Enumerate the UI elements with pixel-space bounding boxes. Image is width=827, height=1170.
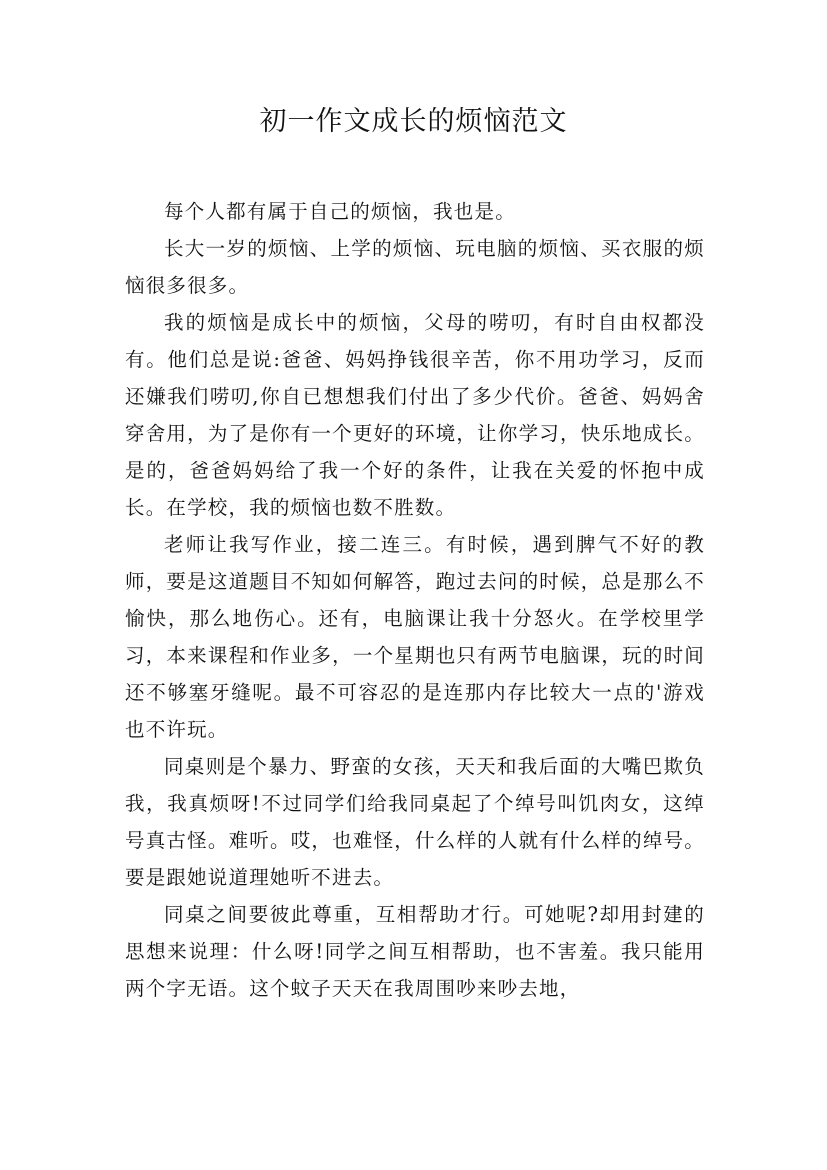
document-body (125, 193, 705, 1007)
paragraph: 同桌之间要彼此尊重，互相帮助才行。可她呢?却用封建的思想来说理：什么呀!同学之间互相帮助，也不害羞。我只能用两个字无语。这个蚊子天天在我周围吵来吵去地， (125, 903, 705, 1000)
paragraph: 每个人都有属于自己的烦恼，我也是。 (164, 200, 516, 223)
paragraph: 我的烦恼是成长中的烦恼，父母的唠叨，有时自由权都没有。他们总是说:爸爸、妈妈挣钱很辛苦，你不用功学习，反而还嫌我们唠叨,你自已想想我们付出了多少代价。爸爸、妈妈舍穿舍用，为了是你有一个更好的环境，让你学习，快乐地成长。是的，爸爸妈妈给了我一个好的条件，让我在关爱的怀抱中成长。在学校，我的烦恼也数不胜数。 (125, 311, 705, 519)
paragraph: 同桌则是个暴力、野蛮的女孩，天天和我后面的大嘴巴欺负我，我真烦呀!不过同学们给我同桌起了个绰号叫饥肉女，这绰号真古怪。难听。哎，也难怪，什么样的人就有什么样的绰号。要是跟她说道理她听不进去。 (125, 755, 705, 889)
document-title: 初一作文成长的烦恼范文 (259, 106, 568, 137)
paragraph: 长大一岁的烦恼、上学的烦恼、玩电脑的烦恼、买衣服的烦恼很多很多。 (125, 237, 705, 297)
paragraph: 老师让我写作业，接二连三。有时候，遇到脾气不好的教师，要是这道题目不知如何解答，跑过去问的时候，总是那么不愉快，那么地伤心。还有，电脑课让我十分怒火。在学校里学习，本来课程和作业多，一个星期也只有两节电脑课，玩的时间还不够塞牙缝呢。最不可容忍的是连那内存比较大一点的'游戏也不许玩。 (125, 533, 705, 741)
